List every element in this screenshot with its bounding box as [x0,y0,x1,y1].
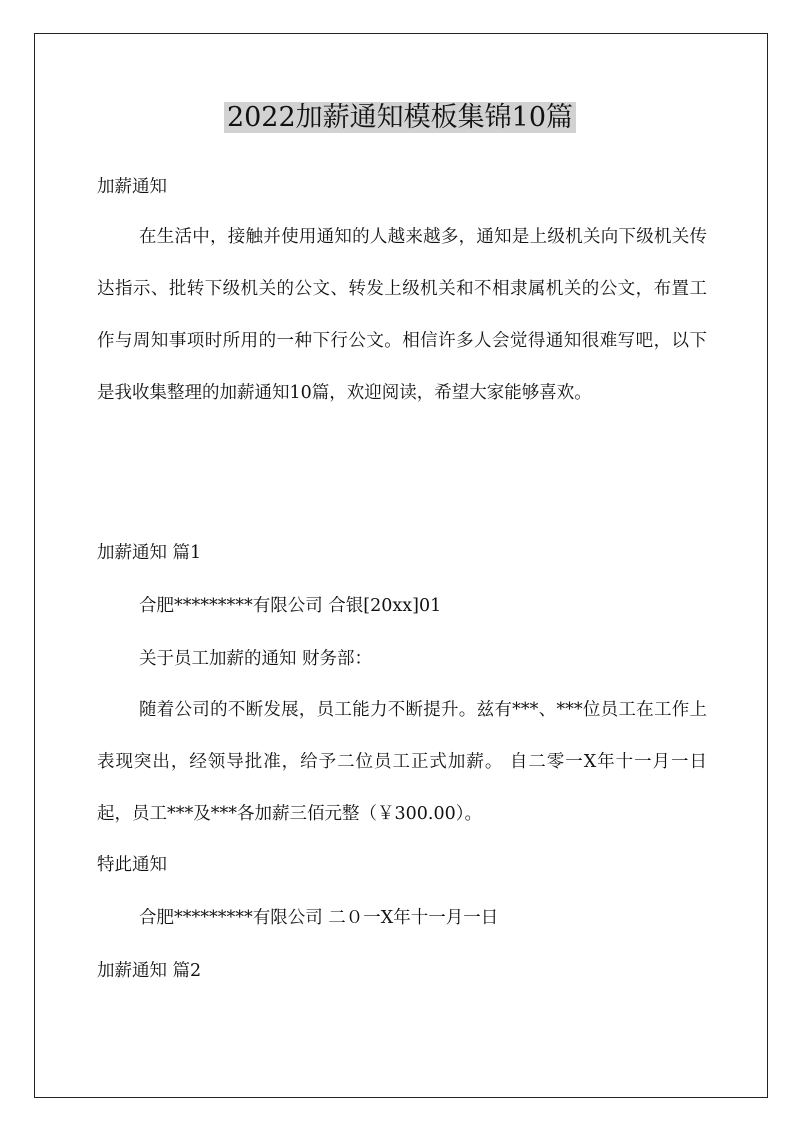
section1-body: 随着公司的不断发展，员工能力不断提升。兹有***、***位员工在工作上表现突出，经领导批准，给予二位员工正式加薪。 自二零一X年十一月一日起，员工***及***各加薪三佰元整（￥300.00）。 [97,700,707,824]
intro-heading: 加薪通知 [97,177,167,197]
section2-heading: 加薪通知 篇2 [97,961,202,981]
intro-paragraph: 在生活中，接触并使用通知的人越来越多，通知是上级机关向下级机关传达指示、批转下级机关的公文、转发上级机关和不相隶属机关的公文，布置工作与周知事项时所用的一种下行公文。相信许多人会觉得通知很难写吧，以下是我收集整理的加薪通知10篇，欢迎阅读，希望大家能够喜欢。 [97,227,707,403]
section1-company-ref: 合肥*********有限公司 合银[20xx]01 [139,596,442,616]
section1-subject: 关于员工加薪的通知 财务部： [139,649,373,669]
section1-signature: 合肥*********有限公司 二０一X年十一月一日 [139,908,499,928]
title-text: 2022加薪通知模板集锦10篇 [224,102,576,133]
document-title [0,98,800,138]
section1-closing: 特此通知 [97,855,167,875]
section1-heading: 加薪通知 篇1 [97,543,202,563]
